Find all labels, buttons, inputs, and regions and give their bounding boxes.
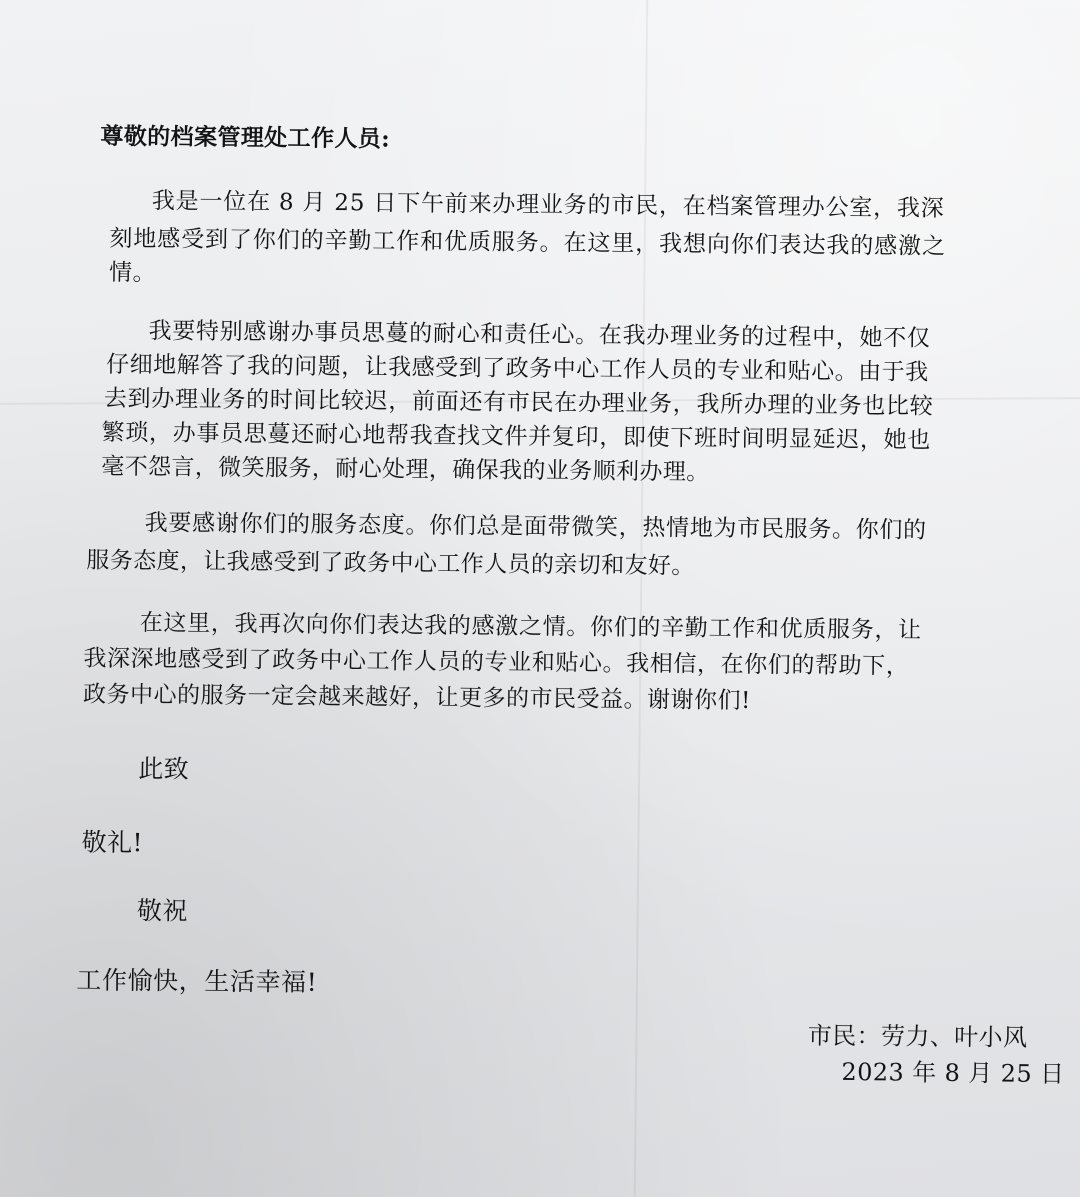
signature-signer: 市民：劳力、叶小风	[807, 1021, 1028, 1052]
paragraph-1-line-3: 情。	[108, 259, 157, 287]
closing-jingli: 敬礼!	[81, 827, 144, 858]
paragraph-4-line-1: 在这里，我再次向你们表达我的感激之情。你们的辛勤工作和优质服务，让	[139, 610, 922, 644]
paragraph-3-line-1: 我要感谢你们的服务态度。你们总是面带微笑，热情地为市民服务。你们的	[144, 510, 927, 544]
paragraph-4-line-3: 政务中心的服务一定会越来越好，让更多的市民受益。谢谢你们!	[82, 681, 751, 715]
paragraph-2-line-5: 毫不怨言，微笑服务，耐心处理，确保我的业务顺利办理。	[101, 453, 710, 486]
paragraph-1-line-1: 我是一位在 8 月 25 日下午前来办理业务的市民，在档案管理办公室，我深	[151, 188, 945, 222]
paragraph-4-line-2: 我深深地感受到了政务中心工作人员的专业和贴心。我相信，在你们的帮助下，	[83, 645, 910, 680]
paragraph-1-line-2: 刻地感受到了你们的辛勤工作和优质服务。在这里，我想向你们表达我的感激之	[109, 225, 947, 260]
signature-date: 2023 年 8 月 25 日	[841, 1057, 1065, 1089]
letter-salutation: 尊敬的档案管理处工作人员:	[100, 122, 391, 153]
paragraph-2-line-1: 我要特别感谢办事员思蔓的耐心和责任心。在我办理业务的过程中，她不仅	[148, 318, 931, 352]
paragraph-3-line-2: 服务态度，让我感受到了政务中心工作人员的亲切和友好。	[86, 547, 695, 580]
closing-jingzhu: 敬祝	[136, 896, 188, 926]
closing-cizhi: 此致	[138, 754, 190, 784]
paragraph-2-line-3: 去到办理业务的时间比较迟，前面还有市民在办理业务，我所办理的业务也比较	[103, 385, 934, 420]
closing-wish: 工作愉快，生活幸福!	[76, 965, 318, 997]
paragraph-2-line-2: 仔细地解答了我的问题，让我感受到了政务中心工作人员的专业和贴心。由于我	[106, 351, 929, 386]
paragraph-2-line-4: 繁琐，办事员思蔓还耐心地帮我查找文件并复印，即使下班时间明显延迟，她也	[101, 419, 932, 454]
